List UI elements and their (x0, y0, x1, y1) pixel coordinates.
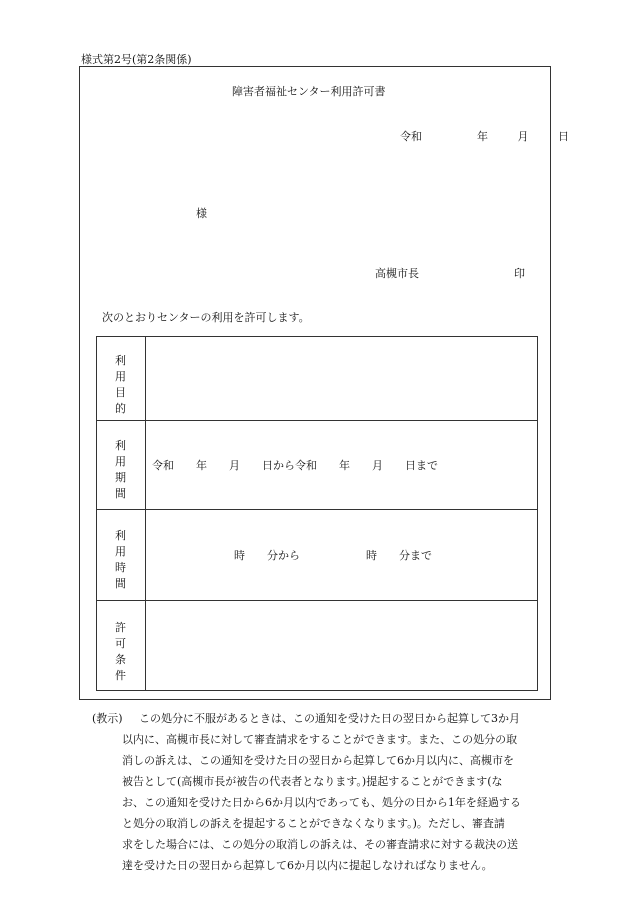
addressee-suffix: 様 (196, 207, 207, 220)
notice-line: 達を受けた日の翌日から起算して6か月以内に提起しなければなりません。 (122, 859, 493, 872)
conditions-value-cell (146, 601, 538, 691)
issue-date-line (400, 128, 569, 144)
date-year-label: 年 (477, 130, 488, 143)
table-row (97, 421, 538, 510)
issuer-name: 高槻市長 (375, 267, 419, 280)
time-value: 時 分から 時 分まで (234, 549, 432, 562)
table-row (97, 510, 538, 601)
table-row (97, 337, 538, 421)
row-header-conditions (97, 601, 146, 691)
notice-line: 消しの訴えは、この通知を受けた日の翌日から起算して6か月以内に、高槻市を (122, 754, 514, 767)
notice-line: 以内に、高槻市長に対して審査請求をすることができます。また、この処分の取 (122, 733, 518, 746)
notice-line: お、この通知を受けた日から6か月以内であっても、処分の日から1年を経過する (122, 796, 521, 809)
instruction-notice (92, 708, 562, 876)
row-header-purpose (97, 337, 146, 421)
row-header-bottom: 条 件 (115, 653, 138, 682)
row-header-top: 利 用 (115, 439, 138, 468)
intro-statement: 次のとおりセンターの利用を許可します。 (102, 311, 310, 324)
notice-line: この処分に不服があるときは、この通知を受けた日の翌日から起算して3か月 (139, 712, 520, 725)
purpose-value-cell (146, 337, 538, 421)
table-row (97, 601, 538, 691)
time-value-cell (146, 510, 538, 601)
date-day-label: 日 (558, 130, 569, 143)
row-header-top: 利 用 (115, 529, 138, 558)
date-era: 令和 (400, 130, 422, 143)
row-header-top: 利 用 (115, 354, 138, 383)
row-header-bottom: 目 的 (115, 386, 138, 415)
notice-line: 被告として(高槻市長が被告の代表者となります。)提起することができます(な (122, 775, 503, 788)
document-title: 障害者福祉センター利用許可書 (232, 85, 386, 98)
notice-line: 求をした場合には、この処分の取消しの訴えは、その審査請求に対する裁決の送 (122, 838, 518, 851)
period-value-cell (146, 421, 538, 510)
row-header-time (97, 510, 146, 601)
notice-line: と処分の取消しの訴えを提起することができなくなります。)。ただし、審査請 (122, 817, 505, 830)
permit-details-table (96, 336, 538, 691)
seal-mark: 印 (514, 267, 525, 280)
form-number-label: 様式第2号(第2条関係) (81, 53, 192, 66)
row-header-bottom: 時 間 (115, 561, 138, 590)
period-value: 令和 年 月 日から令和 年 月 日まで (152, 459, 438, 472)
row-header-top: 許 可 (115, 621, 138, 650)
notice-label: (教示) (92, 712, 123, 725)
row-header-period (97, 421, 146, 510)
date-month-label: 月 (517, 130, 529, 143)
row-header-bottom: 期 間 (115, 471, 138, 500)
